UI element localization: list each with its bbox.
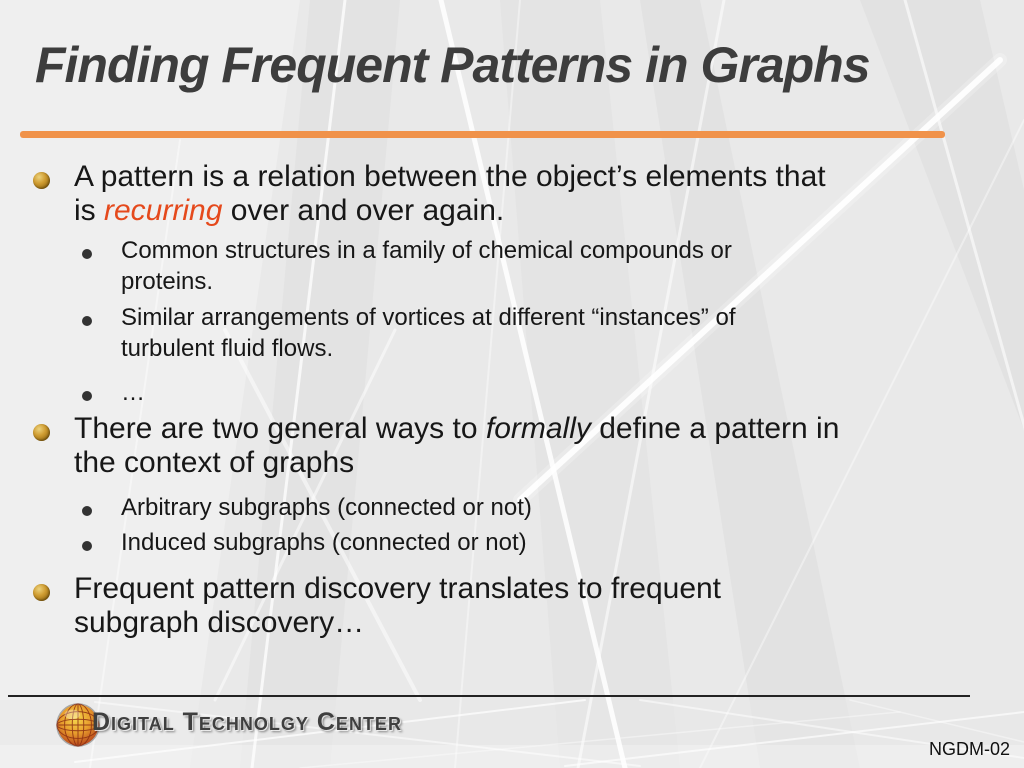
sub-bullet-text: Induced subgraphs (connected or not) [121, 529, 527, 556]
sub-bullet-text-line [121, 235, 1024, 266]
gold-bullet-icon [33, 424, 50, 441]
sub-bullet-item-chemical [0, 235, 1024, 297]
bullet-text: over and over again. [222, 194, 505, 227]
sub-bullet-text-line [121, 266, 1024, 297]
sub-bullet-item-vortices [0, 302, 1024, 364]
footer-divider-line [8, 695, 970, 697]
sub-bullet-text: … [121, 379, 145, 406]
sub-bullet-text-line [121, 333, 1024, 364]
sub-bullet-text: turbulent fluid flows. [121, 335, 334, 362]
sub-bullet-item-arbitrary [0, 492, 1024, 523]
gold-bullet-icon [33, 584, 50, 601]
dot-bullet-icon [82, 249, 92, 259]
bullet-item-two-ways [0, 412, 1024, 480]
bullet-text: the context of graphs [74, 446, 355, 479]
sub-bullet-item-induced [0, 527, 1024, 558]
sub-bullet-text: proteins. [121, 268, 214, 295]
bullet-text: Frequent pattern discovery translates to frequent [74, 572, 722, 605]
title-divider-line [20, 131, 945, 138]
bullet-text: define a pattern in [590, 412, 840, 445]
bullet-text-line [74, 606, 1024, 640]
bullet-text-line [74, 160, 1024, 194]
sub-bullet-text: Similar arrangements of vortices at different “instances” of [121, 304, 736, 331]
slide-code: NGDM-02 [928, 739, 1010, 759]
bullet-text: A pattern is a relation between the object’s elements that [74, 160, 826, 193]
bullet-text: is [74, 194, 104, 227]
bullet-text-line [74, 194, 1024, 228]
sub-bullet-text: Common structures in a family of chemical compounds or [121, 237, 732, 264]
bullet-text: There are two general ways to [74, 412, 486, 445]
bullet-text: subgraph discovery… [74, 606, 365, 639]
sub-bullet-text-line [121, 302, 1024, 333]
footer-logo-text: Digital Technolgy Center [92, 708, 402, 736]
dot-bullet-icon [82, 541, 92, 551]
bullet-text-line [74, 446, 1024, 480]
sub-bullet-item-ellipsis [0, 377, 1024, 408]
bullet-item-pattern [0, 160, 1024, 228]
sub-bullet-text-line [121, 492, 1024, 523]
dot-bullet-icon [82, 316, 92, 326]
bullet-item-frequent-discovery [0, 572, 1024, 640]
slide-title: Finding Frequent Patterns in Graphs [35, 37, 870, 93]
bullet-text-line [74, 412, 1024, 446]
em-word-formally: formally [485, 412, 591, 445]
sub-bullet-text-line [121, 527, 1024, 558]
bullet-text-line [74, 572, 1024, 606]
gold-bullet-icon [33, 172, 50, 189]
dot-bullet-icon [82, 391, 92, 401]
accent-word-recurring: recurring [104, 194, 223, 227]
sub-bullet-text-line [121, 377, 1024, 408]
dot-bullet-icon [82, 506, 92, 516]
sub-bullet-text: Arbitrary subgraphs (connected or not) [121, 494, 532, 521]
